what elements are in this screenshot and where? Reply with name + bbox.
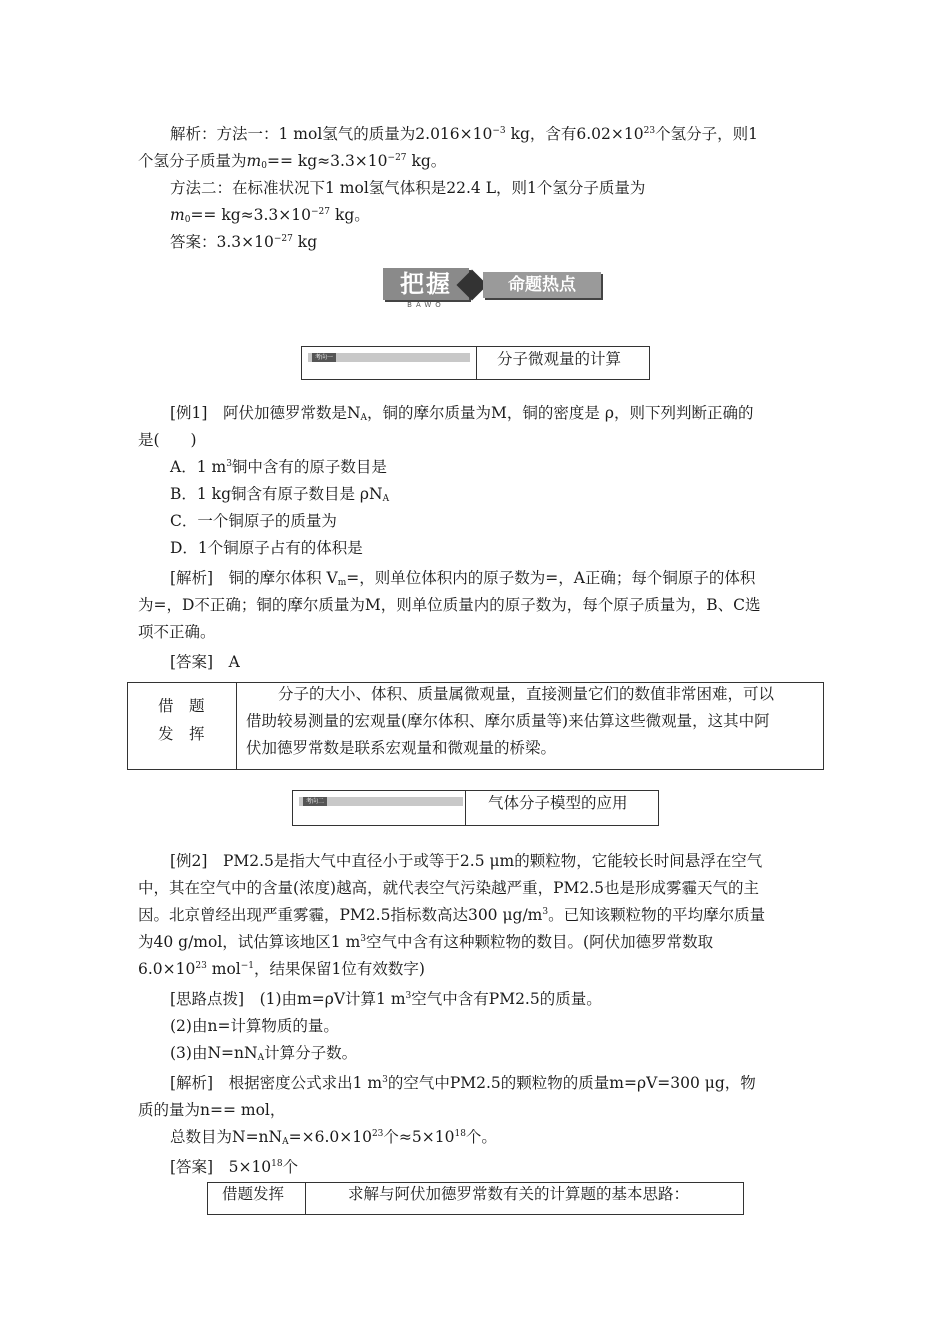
- ex2-line-1: [例2] PM2.5是指大气中直径小于或等于2.5 μm的颗粒物，它能较长时间悬浮在空气: [170, 852, 763, 870]
- ex2-hint-1: [思路点拨] (1)由m=ρV计算1 $m^3$空气中含有PM2.5的质量。: [170, 990, 602, 1008]
- ex1-option-a: A．1 $m^3$铜中含有的原子数目是: [170, 458, 387, 476]
- ex2-hint-3: (3)由$N=nN_A$计算分子数。: [170, 1044, 358, 1063]
- solution-line-1: 解析：方法一：1 mol氢气的质量为$2.016\times 10^{-3}$ kg，含有$6.02\times 10^{23}$个氢分子，则1: [170, 125, 758, 143]
- banner-main: 把握: [383, 268, 469, 300]
- ex1-option-c: C．一个铜原子的质量为: [170, 512, 337, 530]
- ex2-line-2: 中，其在空气中的含量(浓度)越高，就代表空气污染越严重，PM2.5也是形成雾霾天气的主: [138, 879, 760, 897]
- ex2-answer: [答案] $5\times 10^{18}$个: [170, 1158, 299, 1176]
- section1-title: 分子微观量的计算: [497, 350, 622, 368]
- tip1-divider: [236, 683, 237, 769]
- solution-line-4: $m_0== kg\approx 3.3\times 10^{-27}$ kg。: [170, 206, 370, 225]
- ex2-analysis-1: [解析] 根据密度公式求出1 $m^3$的空气中PM2.5的颗粒物的质量m=ρV=300 μg，物: [170, 1074, 756, 1092]
- banner-secondary: 命题热点: [483, 272, 601, 298]
- ex1-option-b: B．1 kg铜含有原子数目是 $\rho N_A$: [170, 485, 390, 504]
- ex1-line-1: [例1] 阿伏加德罗常数是$N_A$，铜的摩尔质量为M，铜的密度是 ρ，则下列判断正确的: [170, 404, 754, 423]
- answer-line: 答案：$3.3\times 10^{-27}$ kg: [170, 233, 318, 251]
- ex1-line-2: 是( ): [138, 431, 197, 449]
- ex1-option-d: D．1个铜原子占有的体积是: [170, 539, 363, 557]
- section2-tag: 考向二: [299, 797, 463, 806]
- section-banner: [383, 266, 605, 312]
- section1-divider: [476, 347, 477, 379]
- section2-divider: [465, 791, 466, 825]
- section1-tag: 考向一: [308, 353, 470, 362]
- tip2-text: 求解与阿伏加德罗常数有关的计算题的基本思路：: [348, 1185, 690, 1203]
- ex1-analysis-2: 为=，D不正确；铜的摩尔质量为M，则单位质量内的原子数为，每个原子质量为，B、C选: [138, 596, 761, 614]
- tip-box-2: [207, 1182, 744, 1215]
- section2-header: [292, 790, 659, 826]
- ex2-analysis-2: 质的量为n== mol，: [138, 1101, 286, 1119]
- banner-en: BAWO: [407, 301, 445, 309]
- tip-box-1: [127, 682, 824, 770]
- solution-line-3: 方法二：在标准状况下1 mol氢气体积是22.4 L，则1个氢分子质量为: [170, 179, 646, 197]
- ex2-line-4: 为40 g/mol，试估算该地区1 $m^3$空气中含有这种颗粒物的数目。(阿伏加德罗常数取: [138, 933, 714, 951]
- tip1-text-2: 借助较易测量的宏观量(摩尔体积、摩尔质量等)来估算这些微观量，这其中阿: [246, 712, 770, 730]
- ex1-analysis-1: [解析] 铜的摩尔体积 $V_m=$，则单位体积内的原子数为=，A正确；每个铜原子的体积: [170, 569, 756, 588]
- tip1-text-1: 分子的大小、体积、质量属微观量，直接测量它们的数值非常困难，可以: [278, 685, 775, 703]
- tip2-divider: [305, 1183, 306, 1214]
- tip2-label: 借题发挥: [222, 1185, 285, 1203]
- ex1-analysis-3: 项不正确。: [138, 623, 216, 641]
- ex2-hint-2: (2)由n=计算物质的量。: [170, 1017, 339, 1035]
- tip1-label-2: 发 挥: [158, 725, 205, 743]
- solution-line-2: 个氢分子质量为$m_0== kg\approx 3.3\times 10^{-27}$ kg。: [138, 152, 447, 171]
- ex1-answer: [答案] A: [170, 653, 240, 671]
- ex2-line-3: 因。北京曾经出现严重雾霾，PM2.5指标数高达300 $\mu g/m^3$。已知该颗粒物的平均摩尔质量: [138, 906, 766, 924]
- section1-header: [301, 346, 650, 380]
- ex2-analysis-3: 总数目为$N=nN_A=\times 6.0\times 10^{23}$个$\approx 5\times 10^{18}$个。: [170, 1128, 497, 1147]
- section2-title: 气体分子模型的应用: [488, 794, 628, 812]
- ex2-line-5: $6.0\times 10^{23}$ mol$^{-1}$，结果保留1位有效数字): [138, 960, 425, 978]
- tip1-label-1: 借 题: [158, 697, 205, 715]
- tip1-text-3: 伏加德罗常数是联系宏观量和微观量的桥梁。: [246, 739, 557, 757]
